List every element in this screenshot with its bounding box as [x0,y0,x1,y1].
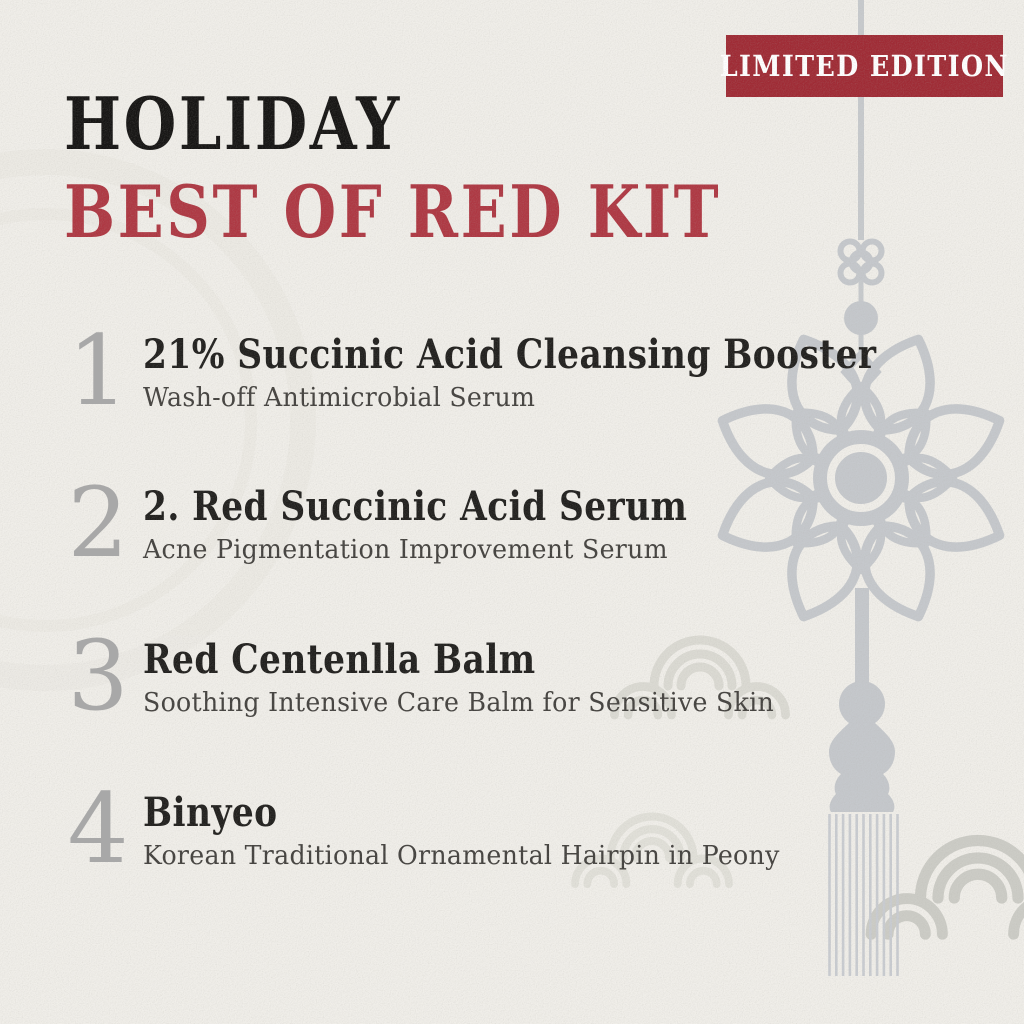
item-subtitle: Wash-off Antimicrobial Serum [143,382,536,413]
knot-icon [841,242,882,283]
tassel-icon [829,588,898,976]
item-title: Binyeo [143,789,278,836]
item-text [143,333,996,413]
list-item [66,773,799,885]
item-title: 21% Succinic Acid Cleansing Booster [143,331,877,378]
list-item [66,620,794,732]
list-item [66,315,996,427]
item-number: 4 [67,773,129,885]
page-title-line2: BEST OF RED KIT [64,169,722,254]
page-title-line1: HOLIDAY [64,81,402,166]
item-title: Red Centenlla Balm [143,636,536,683]
badge-label: LIMITED EDITION [719,49,1010,83]
item-text [143,638,794,718]
item-number: 2 [67,467,129,579]
item-number: 1 [67,315,129,427]
item-subtitle: Acne Pigmentation Improvement Serum [143,534,668,565]
item-text [143,485,776,565]
cloud-motif-icon [871,841,1024,935]
item-text [143,791,799,871]
item-number: 3 [67,620,129,732]
item-subtitle: Soothing Intensive Care Balm for Sensitive Skin [143,687,775,718]
item-title: 2. Red Succinic Acid Serum [143,483,688,530]
list-item [66,467,776,579]
limited-edition-badge [719,35,1010,97]
item-subtitle: Korean Traditional Ornamental Hairpin in Peony [143,840,780,871]
